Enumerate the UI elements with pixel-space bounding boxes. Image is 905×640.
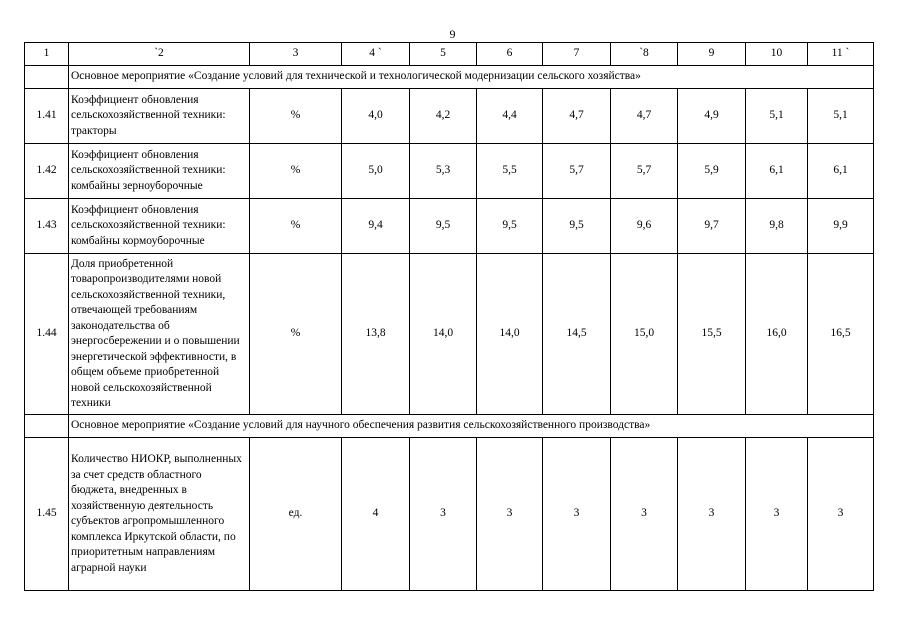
table-row [25, 254, 874, 415]
table-row [25, 89, 874, 144]
value-cell: 5,7 [611, 144, 678, 199]
table-row [25, 144, 874, 199]
value-cell: 9,6 [611, 199, 678, 254]
unit-cell: % [250, 144, 342, 199]
row-number: 1.45 [25, 438, 69, 591]
section-empty-cell [25, 415, 69, 438]
row-number: 1.41 [25, 89, 69, 144]
header-cell: `2 [69, 43, 250, 66]
header-cell: 10 [746, 43, 808, 66]
value-cell: 3 [678, 438, 746, 591]
header-cell: 6 [477, 43, 543, 66]
value-cell: 9,9 [808, 199, 874, 254]
value-cell: 3 [543, 438, 611, 591]
section-title: Основное мероприятие «Создание условий для научного обеспечения развития сельскохозяйственного производства» [69, 415, 874, 438]
indicators-table [24, 42, 874, 591]
header-cell: 4 ` [342, 43, 410, 66]
indicator-name: Коэффициент обновления сельскохозяйственной техники: тракторы [69, 89, 250, 144]
indicator-name: Количество НИОКР, выполненных за счет средств областного бюджета, внедренных в хозяйственную деятельность субъектов агропромышленного комплекса Иркутской области, по приоритетным направлениям аграрной науки [69, 438, 250, 591]
table-row [25, 199, 874, 254]
header-row [25, 43, 874, 66]
section-row [25, 66, 874, 89]
value-cell: 16,0 [746, 254, 808, 415]
row-number: 1.43 [25, 199, 69, 254]
section-empty-cell [25, 66, 69, 89]
value-cell: 15,5 [678, 254, 746, 415]
value-cell: 4,7 [611, 89, 678, 144]
header-cell: 7 [543, 43, 611, 66]
value-cell: 4,2 [410, 89, 477, 144]
value-cell: 9,5 [477, 199, 543, 254]
value-cell: 4,7 [543, 89, 611, 144]
value-cell: 4,0 [342, 89, 410, 144]
page-number: 9 [449, 27, 456, 41]
header-cell: 1 [25, 43, 69, 66]
value-cell: 4 [342, 438, 410, 591]
value-cell: 6,1 [746, 144, 808, 199]
indicator-name: Коэффициент обновления сельскохозяйственной техники: комбайны кормоуборочные [69, 199, 250, 254]
value-cell: 9,7 [678, 199, 746, 254]
value-cell: 6,1 [808, 144, 874, 199]
row-number: 1.42 [25, 144, 69, 199]
value-cell: 15,0 [611, 254, 678, 415]
value-cell: 3 [410, 438, 477, 591]
unit-cell: ед. [250, 438, 342, 591]
value-cell: 5,7 [543, 144, 611, 199]
header-cell: 3 [250, 43, 342, 66]
value-cell: 4,4 [477, 89, 543, 144]
value-cell: 14,5 [543, 254, 611, 415]
value-cell: 5,3 [410, 144, 477, 199]
indicator-name: Доля приобретенной товаропроизводителями новой сельскохозяйственной техники, отвечающей требованиям законодательства об энергосбережении и о повышении энергетической эффективности, в общем объеме приобретенной новой сельскохозяйственной техники [69, 254, 250, 415]
value-cell: 9,8 [746, 199, 808, 254]
value-cell: 14,0 [477, 254, 543, 415]
value-cell: 3 [808, 438, 874, 591]
value-cell: 3 [477, 438, 543, 591]
value-cell: 5,9 [678, 144, 746, 199]
unit-cell: % [250, 254, 342, 415]
row-number: 1.44 [25, 254, 69, 415]
unit-cell: % [250, 199, 342, 254]
value-cell: 5,1 [808, 89, 874, 144]
value-cell: 9,4 [342, 199, 410, 254]
indicator-name: Коэффициент обновления сельскохозяйственной техники: комбайны зерноуборочные [69, 144, 250, 199]
value-cell: 5,1 [746, 89, 808, 144]
value-cell: 3 [611, 438, 678, 591]
header-cell: 5 [410, 43, 477, 66]
table-row [25, 438, 874, 591]
section-title: Основное мероприятие «Создание условий для технической и технологической модернизации сельского хозяйства» [69, 66, 874, 89]
value-cell: 9,5 [543, 199, 611, 254]
value-cell: 5,5 [477, 144, 543, 199]
value-cell: 4,9 [678, 89, 746, 144]
value-cell: 16,5 [808, 254, 874, 415]
section-row [25, 415, 874, 438]
value-cell: 14,0 [410, 254, 477, 415]
value-cell: 13,8 [342, 254, 410, 415]
header-cell: 11 ` [808, 43, 874, 66]
unit-cell: % [250, 89, 342, 144]
value-cell: 5,0 [342, 144, 410, 199]
header-cell: 9 [678, 43, 746, 66]
value-cell: 9,5 [410, 199, 477, 254]
header-cell: `8 [611, 43, 678, 66]
value-cell: 3 [746, 438, 808, 591]
